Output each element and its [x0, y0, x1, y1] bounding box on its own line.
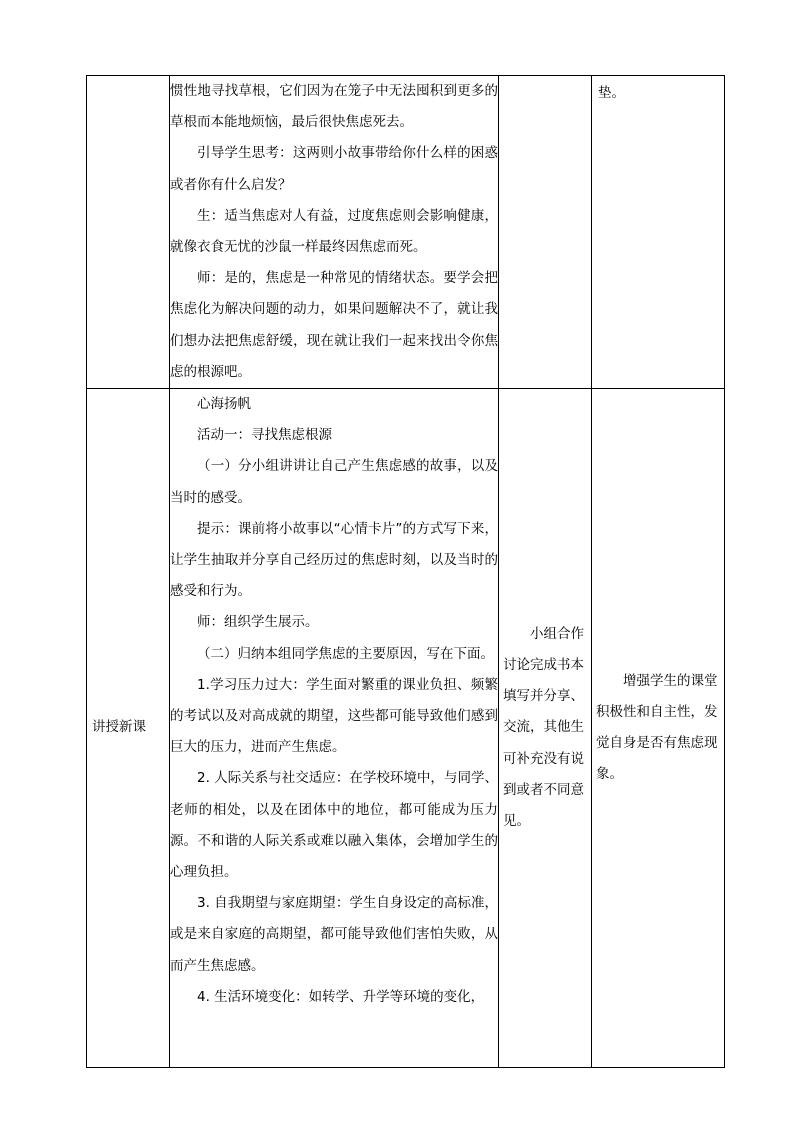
- paragraph: 师：组织学生展示。: [197, 614, 319, 631]
- stage-label: 讲授新课: [92, 719, 146, 736]
- paragraph: 活动一：寻找焦虑根源: [197, 427, 332, 444]
- paragraph: （一）分小组讲讲让自己产生焦虑感的故事，以及当时的感受。: [170, 458, 498, 506]
- design-intent-cell: [592, 389, 725, 1068]
- stage-cell: [87, 76, 170, 389]
- paragraph: （二）归纳本组同学焦虑的主要原因，写在下面。: [197, 645, 494, 662]
- table-row: [87, 76, 725, 389]
- paragraph: 心海扬帆: [197, 396, 251, 413]
- paragraph: 提示：课前将小故事以“心情卡片”的方式写下来，让学生抽取并分享自己经历过的焦虑时刻，以及当时的感受和行为。: [170, 520, 498, 600]
- paragraph: 引导学生思考：这两则小故事带给你什么样的困惑或者你有什么启发？: [170, 145, 498, 193]
- paragraph: 师：是的，焦虑是一种常见的情绪状态。要学会把焦虑化为解决问题的动力，如果问题解决不了，就让我们想办法把焦虑舒缓，现在就让我们一起来找出令你焦虑的根源吧。: [170, 270, 498, 380]
- table-row: [87, 389, 725, 1068]
- stage-cell: [87, 389, 170, 1068]
- design-intent-text: 增强学生的课堂积极性和自主性，发觉自身是否有焦虑现象。: [596, 672, 718, 783]
- paragraph: 1.学习压力过大：学生面对繁重的课业负担、频繁的考试以及对高成就的期望，这些都可能导致他们感到巨大的压力，进而产生焦虑。: [170, 676, 498, 756]
- teaching-process-cell: [170, 76, 499, 389]
- student-activity-cell: [499, 389, 592, 1068]
- paragraph: 2. 人际关系与社交适应：在学校环境中，与同学、老师的相处，以及在团体中的地位，都可能成为压力源。不和谐的人际关系或难以融入集体，会增加学生的心理负担。: [170, 770, 498, 881]
- paragraph: 生：适当焦虑对人有益，过度焦虑则会影响健康，就像衣食无忧的沙鼠一样最终因焦虑而死。: [170, 207, 498, 256]
- student-activity-text: 小组合作讨论完成书本填写并分享、交流，其他生可补充没有说到或者不同意见。: [503, 625, 584, 830]
- paragraph: 惯性地寻找草根，它们因为在笼子中无法囤积到更多的草根而本能地烦恼，最后很快焦虑死去。: [170, 83, 498, 131]
- teaching-process-cell: [170, 389, 499, 1068]
- student-activity-cell: [499, 76, 592, 389]
- design-intent-cell: [592, 76, 725, 389]
- paragraph: 4. 生活环境变化：如转学、升学等环境的变化，: [197, 988, 485, 1005]
- lesson-plan-table: [86, 75, 725, 1068]
- design-intent-text: 垫。: [598, 85, 625, 101]
- paragraph: 3. 自我期望与家庭期望：学生自身设定的高标准，或是来自家庭的高期望，都可能导致他们害怕失败，从而产生焦虑感。: [170, 895, 498, 974]
